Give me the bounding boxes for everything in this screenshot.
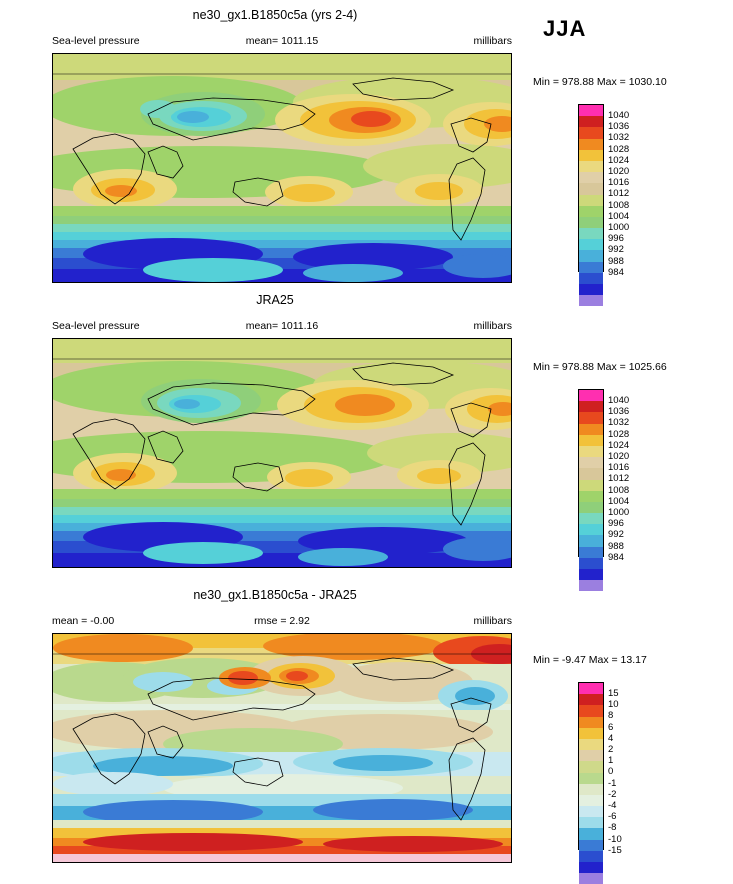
colorbar-tick: 1016 [608,462,630,473]
colorbar-tick: 984 [608,552,624,563]
colorbar-tick: 1 [608,755,614,766]
colorbar-tick: 1008 [608,200,630,211]
colorbar-tick: 1036 [608,406,630,417]
contour-field [53,54,511,282]
colorbar [578,104,604,272]
colorbar-tick: -10 [608,834,622,845]
colorbar-tick: 0 [608,766,614,777]
colorbar-tick: -1 [608,778,617,789]
variable-label: Sea-level pressure [52,320,140,332]
units-label: millibars [473,35,512,47]
colorbar-tick: 1004 [608,211,630,222]
colorbar-tick: 992 [608,244,624,255]
colorbar-tick: 1020 [608,451,630,462]
colorbar-tick: 996 [608,233,624,244]
panel-obs [0,285,733,570]
panel-title: ne30_gx1.B1850c5a - JRA25 [193,588,357,602]
mean-label: mean = -0.00 [52,615,115,627]
variable-label: Sea-level pressure [52,35,140,47]
map-plot-difference [52,633,512,863]
colorbar-tick: 1012 [608,473,630,484]
minmax-label: Min = 978.88 Max = 1030.10 [533,76,667,88]
colorbar-tick: 1040 [608,110,630,121]
colorbar-tick: 988 [608,256,624,267]
map-plot-obs [52,338,512,568]
map-plot-model [52,53,512,283]
panel-subheader [52,615,512,629]
colorbar-tick: 6 [608,722,614,733]
colorbar-tick: -8 [608,822,617,833]
colorbar-tick: 996 [608,518,624,529]
mean-label: mean= 1011.15 [245,35,319,47]
colorbar-tick: 988 [608,541,624,552]
panel-subheader [52,35,512,49]
colorbar-tick: -15 [608,845,622,856]
colorbar-tick: 1032 [608,417,630,428]
colorbar-tick: 1000 [608,222,630,233]
colorbar-tick: 984 [608,267,624,278]
colorbar-tick: 1032 [608,132,630,143]
colorbar-tick: 992 [608,529,624,540]
panel-subheader [52,320,512,334]
colorbar [578,389,604,557]
season-label: JJA [543,16,587,41]
colorbar-tick: 1024 [608,155,630,166]
mean-label: mean= 1011.16 [245,320,319,332]
colorbar-tick: -4 [608,800,617,811]
rmse-label: rmse = 2.92 [254,615,310,627]
minmax-label: Min = -9.47 Max = 13.17 [533,654,647,666]
colorbar-tick: 1008 [608,485,630,496]
colorbar-tick: 15 [608,688,619,699]
colorbar-tick: 1028 [608,144,630,155]
colorbar-tick: 1004 [608,496,630,507]
panel-title: ne30_gx1.B1850c5a (yrs 2-4) [192,8,358,22]
panel-title: JRA25 [256,293,294,307]
units-label: millibars [473,615,512,627]
colorbar-tick: 10 [608,699,619,710]
colorbar-tick: 4 [608,733,614,744]
minmax-label: Min = 978.88 Max = 1025.66 [533,361,667,373]
colorbar-tick: 8 [608,710,614,721]
colorbar-tick: 1024 [608,440,630,451]
colorbar-tick: -6 [608,811,617,822]
colorbar-tick: -2 [608,789,617,800]
colorbar-tick: 1036 [608,121,630,132]
colorbar-tick: 1040 [608,395,630,406]
colorbar-tick: 2 [608,744,614,755]
colorbar-tick: 1012 [608,188,630,199]
colorbar-tick: 1028 [608,429,630,440]
colorbar-tick: 1016 [608,177,630,188]
colorbar-tick: 1020 [608,166,630,177]
units-label: millibars [473,320,512,332]
panel-difference [0,570,733,872]
colorbar-tick: 1000 [608,507,630,518]
colorbar [578,682,604,850]
panel-model [0,0,733,285]
contour-field [53,634,511,862]
contour-field [53,339,511,567]
